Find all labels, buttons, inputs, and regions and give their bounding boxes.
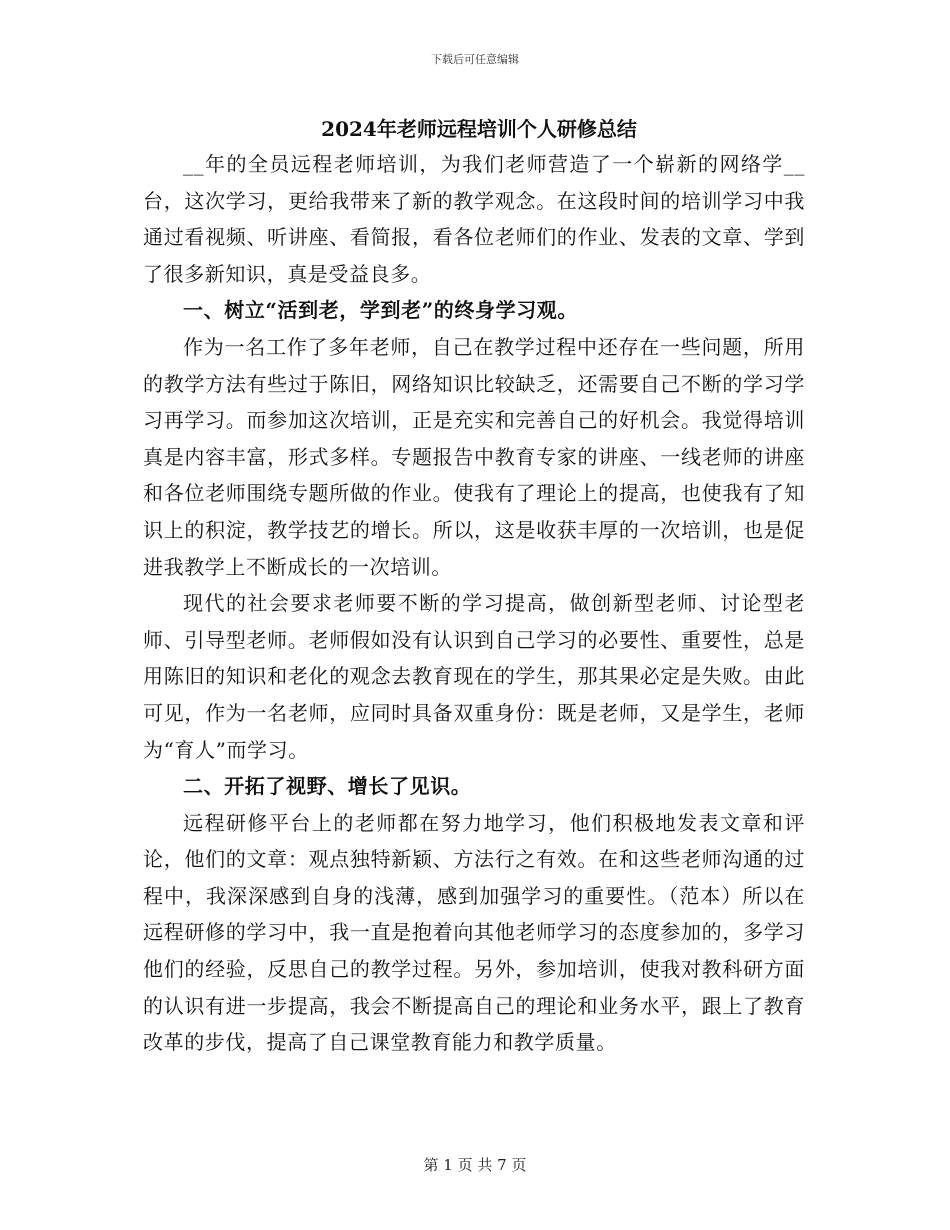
- section-heading-2: 二、开拓了视野、增长了见识。: [183, 774, 472, 799]
- section-heading-1: 一、树立“活到老，学到老”的终身学习观。: [183, 298, 579, 323]
- document-title: 2024年老师远程培训个人研修总结: [321, 117, 637, 141]
- paragraph-section-2: 远程研修平台上的老师都在努力地学习，他们积极地发表文章和评论，他们的文章：观点独特新颖、方法行之有效。在和这些老师沟通的过程中，我深深感到自身的浅薄，感到加强学习的重要性。（范本）所以在远程研修的学习中，我一直是抱着向其他老师学习的态度参加的，多学习他们的经验，反思自己的教学过程。另外，参加培训，使我对教科研方面的认识有进一步提高，我会不断提高自己的理论和业务水平，跟上了教育改革的步伐，提高了自己课堂教育能力和教学质量。: [143, 810, 805, 1055]
- page-header-note: 下载后可任意编辑: [431, 53, 519, 66]
- paragraph-section-1-b: 现代的社会要求老师要不断的学习提高，做创新型老师、讨论型老师、引导型老师。老师假如没有认识到自己学习的必要性、重要性，总是用陈旧的知识和老化的观念去教育现在的学生，那其果必定是失败。由此可见，作为一名老师，应同时具备双重身份：既是老师，又是学生，老师为“育人”而学习。: [143, 591, 805, 762]
- paragraph-intro: __年的全员远程老师培训，为我们老师营造了一个崭新的网络学__台，这次学习，更给我带来了新的教学观念。在这段时间的培训学习中我通过看视频、听讲座、看简报，看各位老师们的作业、发表的文章、学到了很多新知识，真是受益良多。: [143, 152, 805, 286]
- page-number: 第 1 页 共 7 页: [423, 1156, 527, 1174]
- document-body: [143, 112, 805, 1061]
- paragraph-section-1-a: 作为一名工作了多年老师，自己在教学过程中还存在一些问题，所用的教学方法有些过于陈旧，网络知识比较缺乏，还需要自己不断的学习学习再学习。而参加这次培训，正是充实和完善自己的好机会。我觉得培训真是内容丰富，形式多样。专题报告中教育专家的讲座、一线老师的讲座和各位老师围绕专题所做的作业。使我有了理论上的提高，也使我有了知识上的积淀，教学技艺的增长。所以，这是收获丰厚的一次培训，也是促进我教学上不断成长的一次培训。: [143, 334, 805, 579]
